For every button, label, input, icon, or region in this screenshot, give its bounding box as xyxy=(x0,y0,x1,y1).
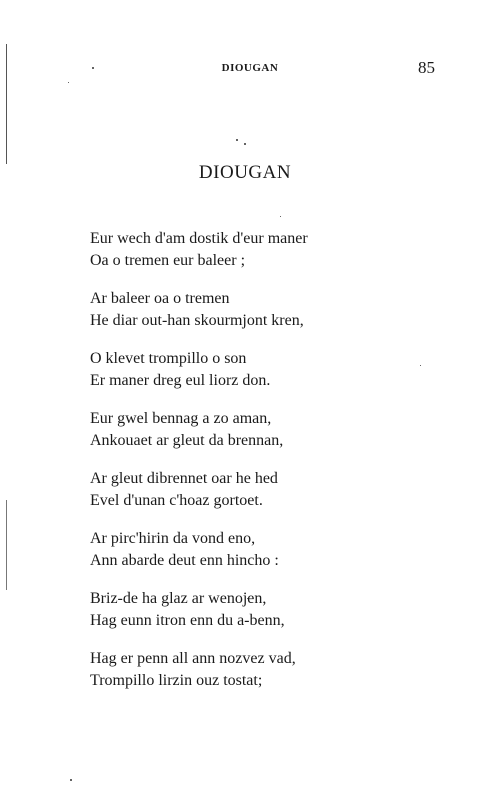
poem-title: DIOUGAN xyxy=(198,162,292,183)
poem-line: O klevet trompillo o son xyxy=(90,350,247,367)
stanza xyxy=(90,288,420,332)
poem-line: He diar out-han skourmjont kren, xyxy=(90,312,304,329)
poem-line: Ar baleer oa o tremen xyxy=(90,290,230,307)
poem-line: Evel d'unan c'hoaz gortoet. xyxy=(90,492,263,509)
page-number: 85 xyxy=(418,58,435,77)
poem-line: Er maner dreg eul liorz don. xyxy=(90,372,271,389)
poem-line: Ar pirc'hirin da vond eno, xyxy=(90,530,256,547)
poem-line: Oa o tremen eur baleer ; xyxy=(90,252,246,269)
scan-edge-line xyxy=(6,500,7,590)
poem-line: Trompillo lirzin ouz tostat; xyxy=(90,672,263,689)
poem-line: Hag eunn itron enn du a-benn, xyxy=(90,612,285,629)
running-head xyxy=(0,60,500,78)
poem-line: Ar gleut dibrennet oar he hed xyxy=(90,470,278,487)
stanza xyxy=(90,228,420,272)
stanza xyxy=(90,588,420,632)
poem-body xyxy=(90,228,420,708)
stanza xyxy=(90,528,420,572)
stanza xyxy=(90,468,420,512)
poem-line: Hag er penn all ann nozvez vad, xyxy=(90,650,296,667)
stanza xyxy=(90,408,420,452)
poem-line: Ann abarde deut enn hincho : xyxy=(90,552,279,569)
poem-line: Eur gwel bennag a zo aman, xyxy=(90,410,272,427)
stanza xyxy=(90,648,420,692)
stanza xyxy=(90,348,420,392)
poem-line: Eur wech d'am dostik d'eur maner xyxy=(90,230,308,247)
poem-line: Briz-de ha glaz ar wenojen, xyxy=(90,590,267,607)
poem-line: Ankouaet ar gleut da brennan, xyxy=(90,432,284,449)
running-title: DIOUGAN xyxy=(221,62,279,74)
